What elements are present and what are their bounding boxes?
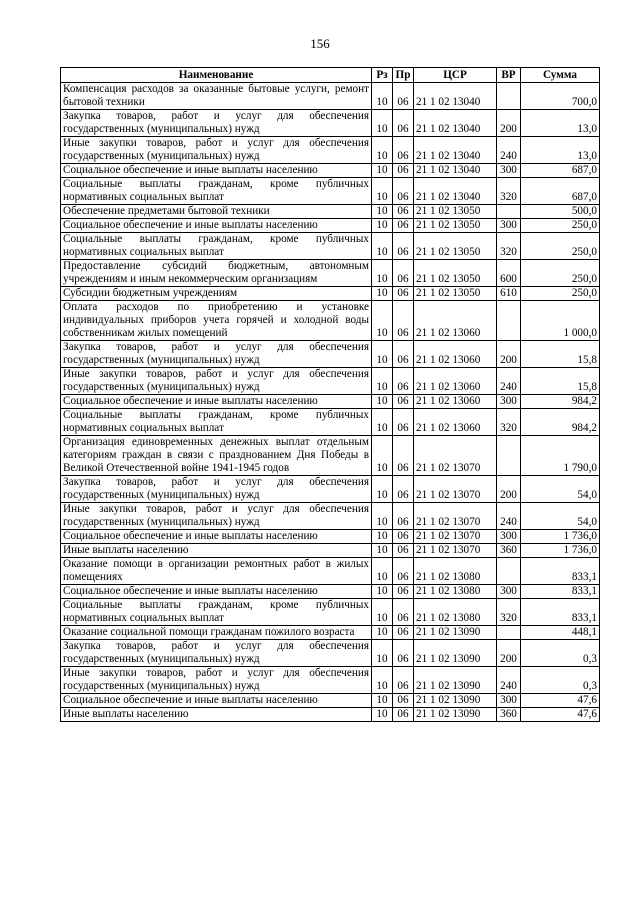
- cell-pr: 06: [393, 544, 414, 558]
- cell-vr: 200: [497, 476, 521, 503]
- cell-sum: 687,0: [521, 164, 600, 178]
- cell-pr: 06: [393, 599, 414, 626]
- cell-csr: 21 1 02 13050: [414, 219, 497, 233]
- cell-name: Иные закупки товаров, работ и услуг для обеспечения государственных (муниципальных) нужд: [61, 503, 372, 530]
- cell-csr: 21 1 02 13070: [414, 503, 497, 530]
- cell-csr: 21 1 02 13040: [414, 164, 497, 178]
- table-row: [61, 301, 600, 341]
- cell-csr: 21 1 02 13060: [414, 368, 497, 395]
- cell-csr: 21 1 02 13090: [414, 708, 497, 722]
- cell-rz: 10: [372, 708, 393, 722]
- table-row: [61, 708, 600, 722]
- table-row: [61, 436, 600, 476]
- table-row: [61, 409, 600, 436]
- cell-vr: [497, 83, 521, 110]
- cell-name: Социальное обеспечение и иные выплаты населению: [61, 694, 372, 708]
- cell-name: Компенсация расходов за оказанные бытовые услуги, ремонт бытовой техники: [61, 83, 372, 110]
- cell-csr: 21 1 02 13070: [414, 476, 497, 503]
- cell-pr: 06: [393, 503, 414, 530]
- cell-vr: 320: [497, 233, 521, 260]
- cell-sum: 0,3: [521, 667, 600, 694]
- cell-pr: 06: [393, 219, 414, 233]
- cell-vr: 300: [497, 694, 521, 708]
- table-row: [61, 368, 600, 395]
- cell-name: Оказание социальной помощи гражданам пожилого возраста: [61, 626, 372, 640]
- table-body: [61, 83, 600, 722]
- cell-csr: 21 1 02 13080: [414, 558, 497, 585]
- table-row: [61, 599, 600, 626]
- cell-csr: 21 1 02 13050: [414, 287, 497, 301]
- cell-rz: 10: [372, 219, 393, 233]
- table-row: [61, 503, 600, 530]
- cell-sum: 54,0: [521, 476, 600, 503]
- cell-name: Закупка товаров, работ и услуг для обеспечения государственных (муниципальных) нужд: [61, 476, 372, 503]
- table-row: [61, 341, 600, 368]
- cell-vr: 200: [497, 110, 521, 137]
- cell-vr: 300: [497, 164, 521, 178]
- cell-pr: 06: [393, 626, 414, 640]
- cell-vr: 240: [497, 368, 521, 395]
- cell-csr: 21 1 02 13090: [414, 667, 497, 694]
- cell-vr: 320: [497, 178, 521, 205]
- cell-sum: 0,3: [521, 640, 600, 667]
- header-name: Наименование: [61, 68, 372, 83]
- cell-name: Иные выплаты населению: [61, 544, 372, 558]
- cell-rz: 10: [372, 694, 393, 708]
- table-row: [61, 530, 600, 544]
- cell-csr: 21 1 02 13060: [414, 341, 497, 368]
- cell-sum: 250,0: [521, 233, 600, 260]
- cell-name: Социальное обеспечение и иные выплаты населению: [61, 395, 372, 409]
- cell-csr: 21 1 02 13060: [414, 301, 497, 341]
- table-row: [61, 233, 600, 260]
- cell-vr: 200: [497, 341, 521, 368]
- cell-rz: 10: [372, 83, 393, 110]
- cell-rz: 10: [372, 667, 393, 694]
- table-row: [61, 667, 600, 694]
- table-row: [61, 83, 600, 110]
- cell-sum: 1 736,0: [521, 530, 600, 544]
- cell-vr: 320: [497, 599, 521, 626]
- cell-pr: 06: [393, 178, 414, 205]
- cell-csr: 21 1 02 13040: [414, 83, 497, 110]
- cell-rz: 10: [372, 544, 393, 558]
- table-row: [61, 585, 600, 599]
- cell-rz: 10: [372, 640, 393, 667]
- table-row: [61, 626, 600, 640]
- cell-name: Предоставление субсидий бюджетным, автономным учреждениям и иным некоммерческим организациям: [61, 260, 372, 287]
- cell-pr: 06: [393, 409, 414, 436]
- header-rz: Рз: [372, 68, 393, 83]
- cell-sum: 250,0: [521, 260, 600, 287]
- cell-csr: 21 1 02 13070: [414, 544, 497, 558]
- cell-vr: 200: [497, 640, 521, 667]
- cell-vr: [497, 205, 521, 219]
- cell-rz: 10: [372, 301, 393, 341]
- cell-csr: 21 1 02 13080: [414, 599, 497, 626]
- cell-name: Оплата расходов по приобретению и установке индивидуальных приборов учета горячей и холодной воды собственникам жилых помещений: [61, 301, 372, 341]
- cell-pr: 06: [393, 694, 414, 708]
- cell-name: Социальные выплаты гражданам, кроме публичных нормативных социальных выплат: [61, 409, 372, 436]
- cell-sum: 448,1: [521, 626, 600, 640]
- cell-sum: 500,0: [521, 205, 600, 219]
- cell-pr: 06: [393, 558, 414, 585]
- cell-pr: 06: [393, 301, 414, 341]
- cell-pr: 06: [393, 708, 414, 722]
- cell-sum: 13,0: [521, 137, 600, 164]
- cell-pr: 06: [393, 83, 414, 110]
- cell-csr: 21 1 02 13050: [414, 260, 497, 287]
- cell-name: Оказание помощи в организации ремонтных работ в жилых помещениях: [61, 558, 372, 585]
- cell-vr: [497, 436, 521, 476]
- cell-sum: 984,2: [521, 409, 600, 436]
- cell-name: Социальное обеспечение и иные выплаты населению: [61, 219, 372, 233]
- cell-rz: 10: [372, 503, 393, 530]
- budget-table: [60, 67, 600, 722]
- table-row: [61, 110, 600, 137]
- cell-name: Закупка товаров, работ и услуг для обеспечения государственных (муниципальных) нужд: [61, 341, 372, 368]
- cell-sum: 15,8: [521, 341, 600, 368]
- cell-csr: 21 1 02 13070: [414, 436, 497, 476]
- cell-csr: 21 1 02 13080: [414, 585, 497, 599]
- cell-vr: 240: [497, 503, 521, 530]
- cell-vr: 300: [497, 219, 521, 233]
- cell-rz: 10: [372, 178, 393, 205]
- cell-name: Иные закупки товаров, работ и услуг для обеспечения государственных (муниципальных) нужд: [61, 137, 372, 164]
- cell-pr: 06: [393, 205, 414, 219]
- cell-sum: 833,1: [521, 558, 600, 585]
- cell-rz: 10: [372, 287, 393, 301]
- cell-rz: 10: [372, 558, 393, 585]
- cell-rz: 10: [372, 599, 393, 626]
- table-row: [61, 219, 600, 233]
- cell-csr: 21 1 02 13050: [414, 205, 497, 219]
- table-row: [61, 694, 600, 708]
- cell-pr: 06: [393, 260, 414, 287]
- cell-pr: 06: [393, 164, 414, 178]
- cell-rz: 10: [372, 626, 393, 640]
- cell-pr: 06: [393, 395, 414, 409]
- cell-vr: 240: [497, 667, 521, 694]
- cell-pr: 06: [393, 110, 414, 137]
- cell-name: Субсидии бюджетным учреждениям: [61, 287, 372, 301]
- header-vr: ВР: [497, 68, 521, 83]
- cell-rz: 10: [372, 476, 393, 503]
- cell-csr: 21 1 02 13070: [414, 530, 497, 544]
- cell-sum: 250,0: [521, 219, 600, 233]
- cell-csr: 21 1 02 13090: [414, 640, 497, 667]
- cell-vr: [497, 558, 521, 585]
- cell-name: Социальные выплаты гражданам, кроме публичных нормативных социальных выплат: [61, 599, 372, 626]
- cell-sum: 13,0: [521, 110, 600, 137]
- cell-sum: 1 790,0: [521, 436, 600, 476]
- cell-vr: 360: [497, 544, 521, 558]
- table-header-row: [61, 68, 600, 83]
- cell-pr: 06: [393, 368, 414, 395]
- cell-vr: 600: [497, 260, 521, 287]
- cell-vr: 300: [497, 585, 521, 599]
- cell-vr: [497, 301, 521, 341]
- cell-pr: 06: [393, 436, 414, 476]
- cell-sum: 1 000,0: [521, 301, 600, 341]
- cell-pr: 06: [393, 530, 414, 544]
- cell-csr: 21 1 02 13040: [414, 110, 497, 137]
- cell-rz: 10: [372, 395, 393, 409]
- page-number: 156: [310, 36, 330, 51]
- table-row: [61, 544, 600, 558]
- header-pr: Пр: [393, 68, 414, 83]
- cell-name: Иные выплаты населению: [61, 708, 372, 722]
- cell-pr: 06: [393, 233, 414, 260]
- table-row: [61, 205, 600, 219]
- cell-csr: 21 1 02 13040: [414, 178, 497, 205]
- cell-rz: 10: [372, 205, 393, 219]
- cell-rz: 10: [372, 260, 393, 287]
- cell-sum: 250,0: [521, 287, 600, 301]
- cell-pr: 06: [393, 585, 414, 599]
- header-csr: ЦСР: [414, 68, 497, 83]
- table-row: [61, 137, 600, 164]
- cell-name: Обеспечение предметами бытовой техники: [61, 205, 372, 219]
- cell-sum: 700,0: [521, 83, 600, 110]
- cell-rz: 10: [372, 341, 393, 368]
- cell-rz: 10: [372, 409, 393, 436]
- cell-sum: 984,2: [521, 395, 600, 409]
- cell-name: Социальное обеспечение и иные выплаты населению: [61, 585, 372, 599]
- cell-vr: [497, 626, 521, 640]
- cell-sum: 47,6: [521, 694, 600, 708]
- table-row: [61, 178, 600, 205]
- cell-csr: 21 1 02 13060: [414, 395, 497, 409]
- cell-name: Иные закупки товаров, работ и услуг для обеспечения государственных (муниципальных) нужд: [61, 368, 372, 395]
- cell-csr: 21 1 02 13060: [414, 409, 497, 436]
- cell-rz: 10: [372, 164, 393, 178]
- cell-rz: 10: [372, 137, 393, 164]
- cell-vr: 360: [497, 708, 521, 722]
- cell-name: Организация единовременных денежных выплат отдельным категориям граждан в связи с празднованием Дня Победы в Великой Отечественной войне 1941-1945 годов: [61, 436, 372, 476]
- table-row: [61, 287, 600, 301]
- table-row: [61, 558, 600, 585]
- cell-sum: 15,8: [521, 368, 600, 395]
- cell-csr: 21 1 02 13090: [414, 694, 497, 708]
- cell-pr: 06: [393, 476, 414, 503]
- cell-pr: 06: [393, 640, 414, 667]
- table-row: [61, 395, 600, 409]
- cell-rz: 10: [372, 233, 393, 260]
- cell-pr: 06: [393, 667, 414, 694]
- cell-rz: 10: [372, 110, 393, 137]
- cell-sum: 687,0: [521, 178, 600, 205]
- cell-sum: 833,1: [521, 599, 600, 626]
- cell-pr: 06: [393, 341, 414, 368]
- cell-rz: 10: [372, 436, 393, 476]
- cell-pr: 06: [393, 137, 414, 164]
- cell-name: Иные закупки товаров, работ и услуг для обеспечения государственных (муниципальных) нужд: [61, 667, 372, 694]
- cell-rz: 10: [372, 368, 393, 395]
- cell-sum: 1 736,0: [521, 544, 600, 558]
- cell-sum: 54,0: [521, 503, 600, 530]
- cell-rz: 10: [372, 530, 393, 544]
- cell-rz: 10: [372, 585, 393, 599]
- cell-pr: 06: [393, 287, 414, 301]
- cell-csr: 21 1 02 13050: [414, 233, 497, 260]
- table-row: [61, 476, 600, 503]
- cell-vr: 240: [497, 137, 521, 164]
- cell-name: Социальные выплаты гражданам, кроме публичных нормативных социальных выплат: [61, 233, 372, 260]
- header-sum: Сумма: [521, 68, 600, 83]
- cell-name: Социальное обеспечение и иные выплаты населению: [61, 530, 372, 544]
- cell-sum: 833,1: [521, 585, 600, 599]
- cell-vr: 320: [497, 409, 521, 436]
- cell-vr: 300: [497, 530, 521, 544]
- table-row: [61, 164, 600, 178]
- cell-name: Закупка товаров, работ и услуг для обеспечения государственных (муниципальных) нужд: [61, 110, 372, 137]
- cell-name: Закупка товаров, работ и услуг для обеспечения государственных (муниципальных) нужд: [61, 640, 372, 667]
- cell-sum: 47,6: [521, 708, 600, 722]
- cell-name: Социальное обеспечение и иные выплаты населению: [61, 164, 372, 178]
- cell-vr: 300: [497, 395, 521, 409]
- cell-name: Социальные выплаты гражданам, кроме публичных нормативных социальных выплат: [61, 178, 372, 205]
- table-row: [61, 260, 600, 287]
- table-row: [61, 640, 600, 667]
- cell-csr: 21 1 02 13040: [414, 137, 497, 164]
- cell-csr: 21 1 02 13090: [414, 626, 497, 640]
- cell-vr: 610: [497, 287, 521, 301]
